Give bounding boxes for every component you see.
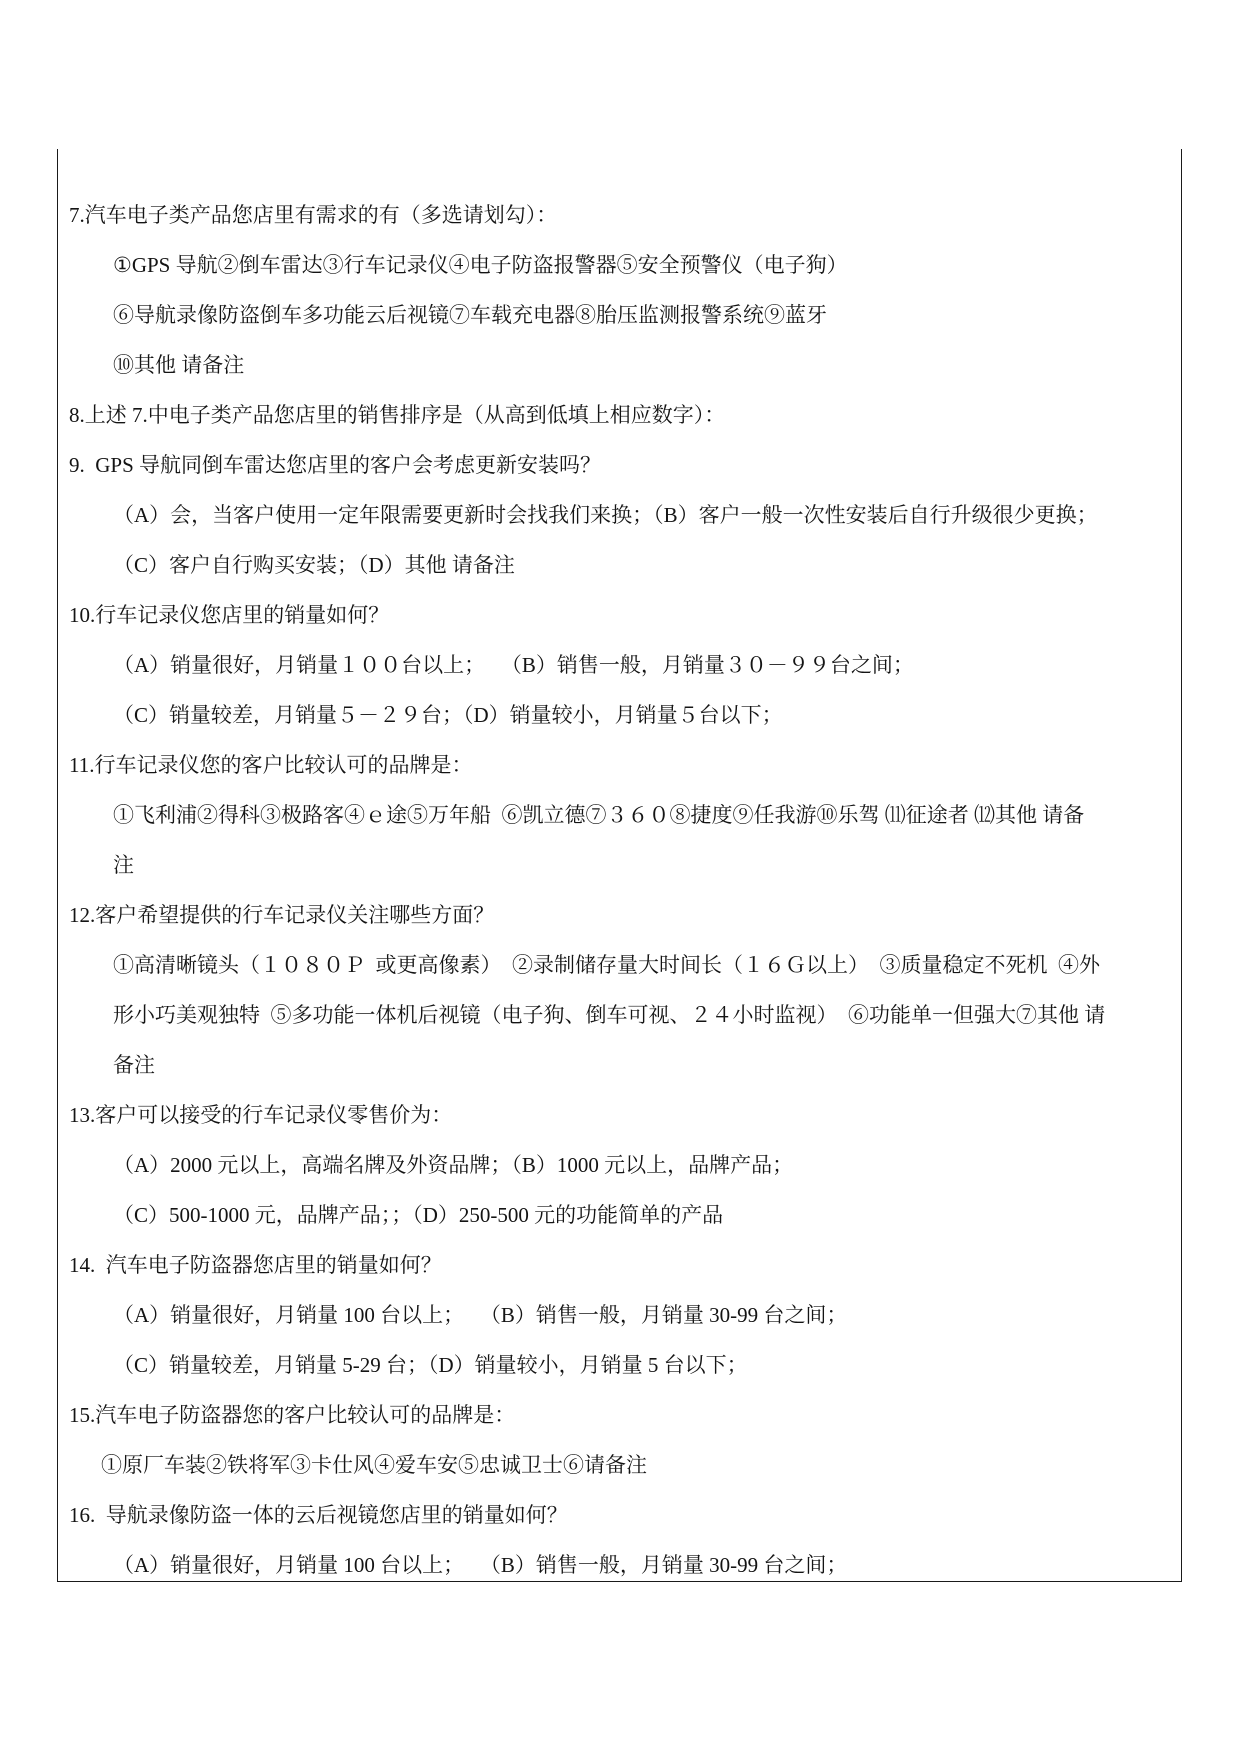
question-title: 14. 汽车电子防盗器您店里的销量如何？ (69, 1253, 442, 1277)
question-block-13 (58, 1090, 1181, 1240)
question-block-9 (58, 440, 1181, 590)
question-block-8 (58, 390, 1181, 440)
answer-option-line: （A）销量很好，月销量１００台以上； （B）销售一般，月销量３０－９９台之间； (113, 653, 914, 677)
question-block-16 (58, 1490, 1181, 1582)
question-block-7 (58, 190, 1181, 390)
question-title: 11.行车记录仪您的客户比较认可的品牌是： (69, 753, 473, 777)
answer-option-line: （C）客户自行购买安装；（D）其他 请备注 (113, 553, 515, 577)
answer-option-line: （C）500-1000 元，品牌产品；；（D）250-500 元的功能简单的产品 (113, 1203, 724, 1227)
answer-option-line: （C）销量较差，月销量５－２９台；（D）销量较小，月销量５台以下； (113, 703, 783, 727)
question-title: 8.上述 7.中电子类产品您店里的销售排序是（从高到低填上相应数字）： (69, 403, 726, 427)
question-title: 12.客户希望提供的行车记录仪关注哪些方面？ (69, 903, 495, 927)
question-title: 15.汽车电子防盗器您的客户比较认可的品牌是： (69, 1403, 516, 1427)
question-title: 7.汽车电子类产品您店里有需求的有（多选请划勾）： (69, 203, 558, 227)
answer-option-line: （A）2000 元以上，高端名牌及外资品牌；（B）1000 元以上，品牌产品； (113, 1153, 794, 1177)
question-title: 13.客户可以接受的行车记录仪零售价为： (69, 1103, 453, 1127)
answer-option-line: ①飞利浦②得科③极路客④ｅ途⑤万年船 ⑥凯立德⑦３６０⑧捷度⑨任我游⑩乐驾 ⑾征途者 ⑿其他 请备 (113, 803, 1085, 827)
answer-option-line: ①GPS 导航②倒车雷达③行车记录仪④电子防盗报警器⑤安全预警仪（电子狗） (113, 253, 848, 277)
answer-option-line: 注 (113, 853, 134, 877)
answer-option-line: ①高清晰镜头（１０８０Ｐ 或更高像素） ②录制储存量大时间长（１６Ｇ以上） ③质量稳定不死机 ④外 (113, 953, 1100, 977)
questionnaire-box (57, 149, 1182, 1582)
question-title: 9. GPS 导航同倒车雷达您店里的客户会考虑更新安装吗？ (69, 453, 602, 477)
answer-option-line: （A）会，当客户使用一定年限需要更新时会找我们来换；（B）客户一般一次性安装后自行升级很少更换； (113, 503, 1098, 527)
answer-option-line: 备注 (113, 1053, 155, 1077)
answer-option-line: （C）销量较差，月销量 5-29 台；（D）销量较小，月销量 5 台以下； (113, 1353, 748, 1377)
question-title: 10.行车记录仪您店里的销量如何？ (69, 603, 390, 627)
question-title: 16. 导航录像防盗一体的云后视镜您店里的销量如何？ (69, 1503, 568, 1527)
question-block-14 (58, 1240, 1181, 1390)
answer-option-line: （A）销量很好，月销量 100 台以上； （B）销售一般，月销量 30-99 台之间； (113, 1303, 848, 1327)
question-block-15 (58, 1390, 1181, 1490)
answer-option-line: （A）销量很好，月销量 100 台以上； （B）销售一般，月销量 30-99 台之间； (113, 1553, 848, 1577)
question-block-11 (58, 740, 1181, 890)
question-block-10 (58, 590, 1181, 740)
answer-option-line: 形小巧美观独特 ⑤多功能一体机后视镜（电子狗、倒车可视、２４小时监视） ⑥功能单一但强大⑦其他 请 (113, 1003, 1106, 1027)
question-block-12 (58, 890, 1181, 1090)
answer-option-line: ⑩其他 请备注 (113, 353, 245, 377)
answer-option-line: ①原厂车装②铁将军③卡仕风④爱车安⑤忠诚卫士⑥请备注 (101, 1453, 647, 1477)
answer-option-line: ⑥导航录像防盗倒车多功能云后视镜⑦车载充电器⑧胎压监测报警系统⑨蓝牙 (113, 303, 827, 327)
